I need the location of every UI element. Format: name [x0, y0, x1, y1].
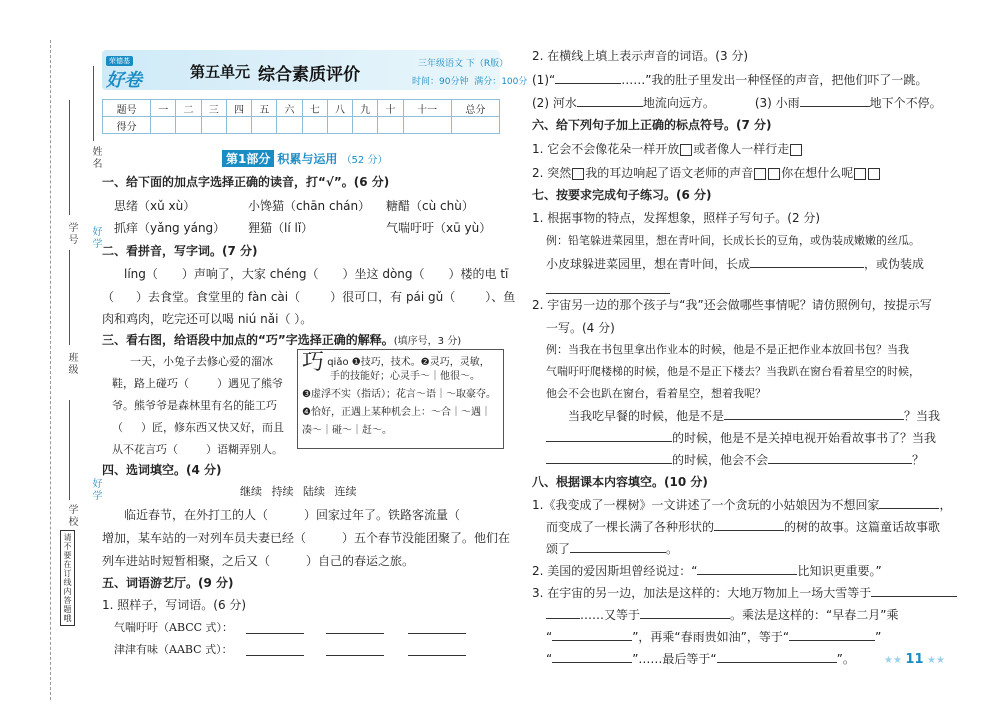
punctuation-box[interactable] [754, 168, 766, 180]
q1-item[interactable]: 小馋猫（chān chán） [248, 199, 371, 213]
q7-example-2b: 气喘吁吁爬楼梯的时候，他是不是正下楼去？当我趴在窗台看着星空的时候， [546, 365, 920, 378]
score-header-cell: 三 [201, 100, 226, 117]
q5-row-1-label: 气喘吁吁（ABCC 式）： [114, 621, 234, 634]
score-cell[interactable] [252, 117, 277, 134]
q1-heading: 一、给下面的加点字选择正确的读音，打“√”。(6 分) [102, 175, 390, 189]
dict-def-1: ❶技巧，技术。❷灵巧，灵敏， [351, 357, 490, 368]
q3-passage-line: ）遇见了熊爷 [217, 377, 283, 390]
dict-def-3: ❸虚浮不实（指话）；花言～语｜～取豪夺。 [302, 389, 496, 400]
total-score-label: 满分：100分 [474, 77, 528, 87]
logo-big-text: 好卷 [106, 70, 142, 91]
grade-label: 三年级语文 下（R版） [418, 59, 509, 69]
q5-sub1: 1. 照样子，写词语。(6 分) [102, 598, 247, 612]
dictionary-box [297, 349, 504, 449]
page-number [884, 652, 945, 667]
score-header-cell: 题号 [103, 100, 151, 117]
brand-logo [106, 52, 158, 91]
q7-text: 当我吃早餐的时候，他是不是 [568, 409, 725, 423]
q8-text: 。乘法是这样的：“早春二月”乘 [730, 608, 899, 622]
q5-row-2-label: 津津有味（AABC 式）： [114, 643, 233, 656]
answer-blank[interactable] [552, 649, 632, 663]
q5-2-heading: 2. 在横线上填上表示声音的词语。(3 分) [532, 49, 749, 63]
decor-mark-2: 好学 [90, 478, 101, 502]
school-label: 学校 [66, 504, 77, 528]
q4-line-3 [102, 551, 414, 571]
q4-text: 增加，某车站的一对列车员夫妻已经（ [102, 531, 307, 545]
q2-heading: 二、看拼音，写字词。(7 分) [102, 244, 258, 258]
q5-2-text: (1)“ [532, 73, 556, 87]
q6-text: 2. 突然 [532, 166, 572, 180]
q6-line-2 [532, 163, 881, 183]
q8-text: 。 [666, 542, 679, 556]
q4-text: 临近春节，在外打工的人（ [124, 508, 269, 522]
student-no-label: 学号 [66, 222, 77, 246]
q1-item[interactable]: 抓痒（yǎng yáng） [114, 221, 226, 235]
answer-blank[interactable] [546, 605, 580, 619]
name-underline [93, 66, 94, 141]
score-cell[interactable] [176, 117, 201, 134]
q3-passage-line: 一天，小兔子去修心爱的溜冰 [130, 355, 273, 368]
punctuation-box[interactable] [680, 144, 692, 156]
q8-text: 2. 美国的爱因斯坦曾经说过：“ [532, 564, 698, 578]
score-cell[interactable] [451, 117, 499, 134]
answer-blank[interactable] [246, 620, 304, 634]
q5-2-line-1 [532, 70, 927, 90]
q5-2-text: (2) 河水 [532, 96, 577, 110]
q1-item[interactable]: 气喘吁吁（xū yù） [386, 221, 492, 235]
answer-blank[interactable] [246, 642, 304, 656]
answer-blank[interactable] [408, 642, 466, 656]
q2-text: ）声响了，大家 chéng（ [181, 267, 319, 281]
star-icon: ★★ [923, 655, 945, 666]
answer-blank[interactable] [724, 406, 904, 420]
q3-passage-line: ）匠，修东西又快又好，而且 [141, 421, 284, 434]
star-icon: ★★ [884, 655, 906, 666]
score-table-header [103, 100, 500, 117]
dict-def-4: ❹恰好，正遇上某种机会上：～合｜～遇｜ [302, 407, 491, 418]
score-cell[interactable] [378, 117, 403, 134]
q8-line-8 [546, 649, 855, 669]
q8-text: 1.《我变成了一棵树》一文讲述了一个贪玩的小姑娘因为不想回家 [532, 498, 880, 512]
q7-example-2a: 例：当我在书包里拿出作业本的时候，他是不是正把作业本放回书包？当我 [546, 343, 909, 356]
score-cell[interactable] [226, 117, 251, 134]
q2-text: ）、鱼 [485, 290, 516, 304]
q8-text: ， [939, 498, 952, 512]
score-cell[interactable] [302, 117, 327, 134]
q8-text: 比知识更重要。” [797, 564, 882, 578]
answer-blank[interactable] [871, 583, 957, 597]
answer-blank[interactable] [768, 450, 912, 464]
answer-blank[interactable] [697, 561, 797, 575]
score-header-cell: 十一 [403, 100, 451, 117]
score-cell[interactable] [151, 117, 176, 134]
q4-line-1 [124, 505, 460, 525]
score-cell[interactable] [327, 117, 352, 134]
score-header-cell: 九 [353, 100, 378, 117]
punctuation-box[interactable] [768, 168, 780, 180]
answer-blank[interactable] [717, 649, 837, 663]
q8-line-1 [532, 495, 951, 515]
answer-blank[interactable] [570, 539, 666, 553]
q3-passage-line: ）语糊弄别人。 [206, 443, 283, 456]
punctuation-box[interactable] [572, 168, 584, 180]
q7-text: ？ [912, 453, 925, 467]
score-header-cell: 五 [252, 100, 277, 117]
q2-text: ）很可口，有 pái gǔ（ [330, 290, 456, 304]
q6-heading: 六、给下列句子加上正确的标点符号。(7 分) [532, 118, 772, 132]
score-header-cell: 十 [378, 100, 403, 117]
answer-blank[interactable] [800, 93, 870, 107]
page-title: 综合素质评价 [258, 65, 360, 85]
q4-text: 列车进站时短暂相聚，之后又（ [102, 554, 271, 568]
q7-heading: 七、按要求完成句子练习。(6 分) [532, 188, 712, 202]
q8-text: 3. 在宇宙的另一边，加法是这样的：大地万物加上一场大雪等于 [532, 586, 872, 600]
answer-blank[interactable] [714, 517, 784, 531]
student-no-underline [69, 100, 70, 215]
q1-item[interactable]: 思绪（xǔ xù） [114, 199, 196, 213]
q8-text: ”，再乘“春雨贵如油”，等于“ [632, 630, 790, 644]
q8-text: 颂了 [546, 542, 571, 556]
punctuation-box[interactable] [868, 168, 880, 180]
time-score-info [412, 74, 527, 87]
q7-text: 小皮球躲进菜园里，想在青叶间，长成 [546, 257, 751, 271]
answer-blank[interactable] [546, 280, 670, 294]
q6-text: 或者像人一样行走 [693, 142, 790, 156]
answer-blank[interactable] [789, 627, 875, 641]
part-score: （52 分） [341, 155, 388, 166]
q1-item[interactable]: 狸猫（lí lǐ） [248, 221, 314, 235]
q5-2-line-2 [532, 93, 942, 113]
q2-text: líng（ [124, 267, 158, 281]
q2-line-2 [102, 287, 515, 307]
q7-sub1: 1. 根据事物的特点，发挥想象，照样子写句子。(2 分) [532, 211, 821, 225]
q4-heading: 四、选词填空。(4 分) [102, 463, 222, 477]
answer-blank[interactable] [879, 495, 939, 509]
q8-text: ”……最后等于“ [632, 652, 717, 666]
q7-example-2c: 他会不会也趴在窗台，看着星空，想着我呢？ [546, 387, 766, 400]
answer-blank[interactable] [408, 620, 466, 634]
q7-text: 的时候，他是不是关掉电视开始看故事书了？当我 [672, 431, 937, 445]
q3-passage-line: 从不花言巧（ [112, 443, 178, 456]
q4-text: ）五个春节没能团聚了。他们在 [342, 531, 511, 545]
answer-blank[interactable] [546, 428, 672, 442]
q4-word-bank: 继续 持续 陆续 连续 [240, 485, 357, 498]
q7-sub2: 2. 宇宙另一边的那个孩子与“我”还会做哪些事情呢？请仿照例句，按提示写 [532, 298, 932, 312]
score-header-cell: 七 [302, 100, 327, 117]
q3-heading-text: 三、看右图，给语段中加点的“巧”字选择正确的解释。 [102, 333, 394, 347]
q2-text: ）楼的电 tī [448, 267, 509, 281]
q8-line-7 [546, 627, 881, 647]
no-answer-warning: 请不要在订线内答题哦 [60, 530, 75, 626]
answer-blank[interactable] [552, 627, 632, 641]
part-name: 积累与运用 [277, 152, 338, 166]
q3-passage-line: 爷。熊爷爷是森林里有名的能工巧 [112, 399, 277, 412]
q3-passage [112, 351, 284, 461]
q8-text: ”。 [836, 652, 855, 666]
q6-text: 我的耳边响起了语文老师的声音 [585, 166, 754, 180]
q8-text: ” [875, 630, 882, 644]
time-label: 时间：90分钟 [412, 77, 469, 87]
q8-heading: 八、根据课本内容填空。(10 分) [532, 475, 708, 489]
q8-line-3 [546, 539, 678, 559]
q5-2-text: ……”我的肚子里发出一种怪怪的声音，把他们吓了一跳。 [621, 73, 928, 87]
answer-blank[interactable] [326, 620, 384, 634]
score-cell[interactable] [353, 117, 378, 134]
dict-pinyin: qiǎo [327, 357, 349, 368]
answer-blank[interactable] [326, 642, 384, 656]
class-label: 班级 [66, 352, 77, 376]
part-title [222, 150, 387, 167]
q7-write-2 [546, 428, 936, 448]
q5-heading: 五、词语游艺厅。(9 分) [102, 576, 234, 590]
q4-text: ）回家过年了。铁路客流量（ [304, 508, 461, 522]
q7-sub2b: 一写。(4 分) [546, 321, 615, 335]
q5-2-text: 地流向远方。 [642, 96, 715, 110]
score-table [102, 99, 500, 134]
q8-line-6 [546, 605, 898, 625]
score-cell[interactable] [403, 117, 451, 134]
q2-text: ）坐这 dòng（ [342, 267, 425, 281]
answer-blank[interactable] [750, 254, 864, 268]
q8-line-2 [546, 517, 940, 537]
q3-heading-note: (填序号，3 分) [393, 336, 462, 347]
score-table-row [103, 117, 500, 134]
q8-line-5 [532, 583, 957, 603]
dict-def-4b: 凑～｜碰～｜赶～。 [302, 425, 392, 436]
score-header-cell: 六 [277, 100, 302, 117]
q8-line-4 [532, 561, 882, 581]
q4-text: ）自己的春运之旅。 [306, 554, 415, 568]
q5-2-text: 地下个不停。 [869, 96, 942, 110]
decor-mark-1: 好学 [90, 226, 101, 250]
answer-blank[interactable] [546, 450, 672, 464]
q8-text: “ [546, 630, 553, 644]
q7-text: ，或伪装成 [864, 257, 925, 271]
class-underline [69, 250, 70, 345]
score-header-cell: 四 [226, 100, 251, 117]
dict-def-1b: 手的技能好；心灵手～｜他很～。 [330, 371, 480, 382]
q6-text: 1. 它会不会像花朵一样开放 [532, 142, 680, 156]
q2-text: （ [102, 290, 115, 304]
school-underline [69, 400, 70, 500]
q2-text: ）去食堂。食堂里的 fàn cài（ [136, 290, 301, 304]
score-row-label: 得分 [103, 117, 151, 134]
score-header-cell: 八 [327, 100, 352, 117]
punctuation-box[interactable] [854, 168, 866, 180]
score-cell[interactable] [277, 117, 302, 134]
q7-write-3 [546, 450, 924, 470]
q7-text: 的时候，他会不会 [672, 453, 769, 467]
punctuation-box[interactable] [790, 144, 802, 156]
score-header-cell: 总分 [451, 100, 499, 117]
q7-example-1: 例：铅笔躲进菜园里，想在青叶间，长成长长的豆角，或伪装成嫩嫩的丝瓜。 [546, 234, 920, 247]
part-number: 第1部分 [222, 150, 274, 167]
binding-line [50, 40, 51, 700]
answer-blank[interactable] [577, 93, 643, 107]
logo-small-text: 荣德基 [106, 56, 133, 66]
q3-passage-line: 鞋，路上碰巧（ [112, 377, 189, 390]
q1-item[interactable]: 糖醋（cù chù） [386, 199, 474, 213]
q7-text: ？当我 [904, 409, 941, 423]
q7-answer-1 [546, 254, 924, 274]
score-header-cell: 一 [151, 100, 176, 117]
q6-line-1 [532, 139, 803, 159]
name-label: 姓名 [90, 146, 101, 170]
q2-line-3: 肉和鸡肉，吃完还可以喝 niú nǎi（ ）。 [102, 312, 313, 326]
q8-text: 而变成了一棵长满了各种形状的 [546, 520, 715, 534]
unit-label: 第五单元 [190, 63, 251, 81]
q4-line-2 [102, 528, 510, 548]
q8-text: 的树的故事。这篇童话故事歌 [784, 520, 941, 534]
q8-text: ……又等于 [580, 608, 641, 622]
q8-text: “ [546, 652, 553, 666]
page-number-text: 11 [905, 652, 924, 667]
q7-write-1 [568, 406, 940, 426]
q5-2-text: (3) 小雨 [754, 96, 800, 110]
answer-blank[interactable] [640, 605, 730, 619]
q3-passage-line: （ [112, 421, 123, 434]
q6-text: 你在想什么呢 [781, 166, 854, 180]
answer-blank[interactable] [555, 70, 621, 84]
q2-line-1 [124, 264, 508, 284]
score-header-cell: 二 [176, 100, 201, 117]
dict-char: 巧 [302, 350, 325, 375]
score-cell[interactable] [201, 117, 226, 134]
